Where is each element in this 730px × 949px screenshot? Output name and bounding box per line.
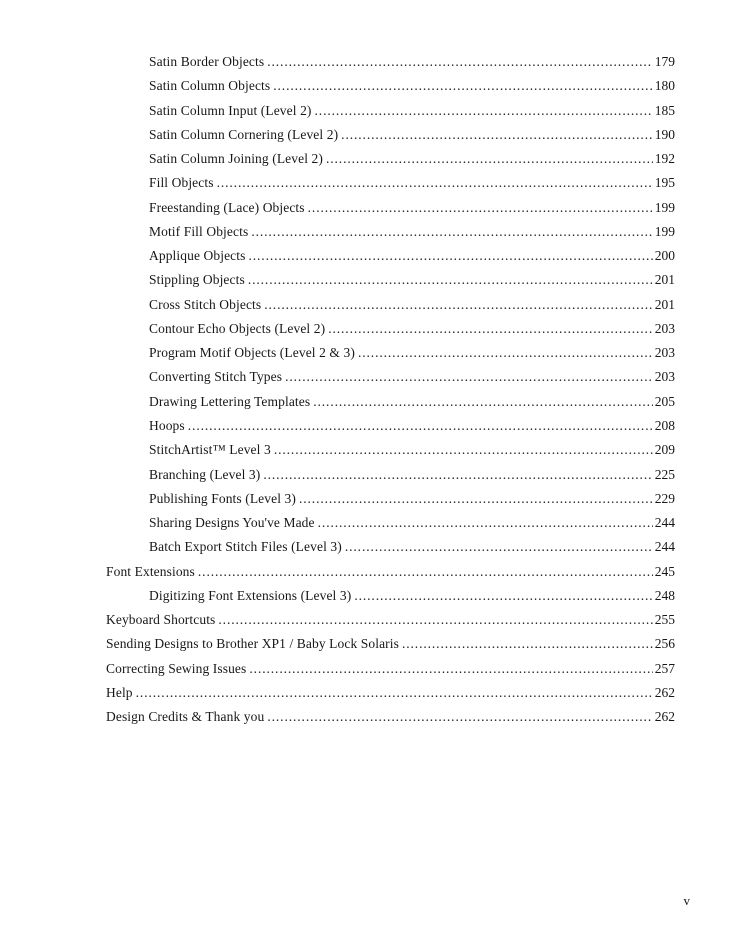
toc-entry[interactable] <box>106 99 675 123</box>
dot-leader <box>402 632 653 656</box>
toc-entry-page: 185 <box>654 102 675 118</box>
footer-page-number: v <box>683 893 690 908</box>
toc-entry-page: 244 <box>654 515 675 531</box>
dot-leader <box>299 487 653 511</box>
dot-leader <box>267 50 653 74</box>
toc-entry-label: Satin Column Joining (Level 2) <box>149 151 323 167</box>
toc-entry-label: Branching (Level 3) <box>149 466 261 482</box>
toc-entry[interactable] <box>106 50 675 74</box>
dot-leader <box>249 657 652 681</box>
dot-leader <box>267 705 652 729</box>
toc-entry[interactable] <box>106 123 675 147</box>
toc-entry-page: 201 <box>654 272 675 288</box>
toc-entry[interactable] <box>106 365 675 389</box>
dot-leader <box>318 511 653 535</box>
toc-entry-label: Drawing Lettering Templates <box>149 393 311 409</box>
toc-entry-label: Satin Column Cornering (Level 2) <box>149 126 339 142</box>
toc-entry[interactable] <box>106 390 675 414</box>
toc-entry-page: 199 <box>654 223 675 239</box>
toc-entry-label: Sharing Designs You've Made <box>149 515 315 531</box>
toc-entry-label: Sending Designs to Brother XP1 / Baby Lock Solaris <box>106 636 399 652</box>
dot-leader <box>251 220 652 244</box>
toc-entry[interactable] <box>106 196 675 220</box>
toc-entry[interactable] <box>106 414 675 438</box>
toc-entry[interactable] <box>106 511 675 535</box>
dot-leader <box>273 74 653 98</box>
toc-entry-label: Keyboard Shortcuts <box>106 612 216 628</box>
toc-entry-page: 203 <box>654 320 675 336</box>
toc-entry-label: Applique Objects <box>149 248 246 264</box>
toc-entry[interactable] <box>106 438 675 462</box>
toc-entry-page: 255 <box>654 612 675 628</box>
toc-entry-label: Converting Stitch Types <box>149 369 283 385</box>
toc-entry-page: 262 <box>654 684 675 700</box>
toc-entry-label: Batch Export Stitch Files (Level 3) <box>149 539 342 555</box>
toc-entry-label: Design Credits & Thank you <box>106 709 265 725</box>
dot-leader <box>217 171 653 195</box>
toc-entry-page: 244 <box>654 539 675 555</box>
toc-entry-label: Fill Objects <box>149 175 214 191</box>
toc-entry[interactable] <box>106 657 675 681</box>
dot-leader <box>218 608 652 632</box>
toc-entry[interactable] <box>106 74 675 98</box>
toc-entry-label: Hoops <box>149 417 185 433</box>
toc-entry-label: Program Motif Objects (Level 2 & 3) <box>149 345 355 361</box>
toc-entry-label: Help <box>106 684 133 700</box>
toc-entry[interactable] <box>106 705 675 729</box>
toc-entry[interactable] <box>106 268 675 292</box>
dot-leader <box>264 293 653 317</box>
toc-entry[interactable] <box>106 487 675 511</box>
dot-leader <box>358 341 653 365</box>
toc-entry-page: 257 <box>654 660 675 676</box>
toc-entry-page: 195 <box>654 175 675 191</box>
toc-entry[interactable] <box>106 341 675 365</box>
dot-leader <box>198 560 653 584</box>
dot-leader <box>354 584 652 608</box>
toc-entry[interactable] <box>106 584 675 608</box>
toc-entry-label: Satin Column Input (Level 2) <box>149 102 312 118</box>
table-of-contents <box>106 50 675 729</box>
dot-leader <box>326 147 653 171</box>
dot-leader <box>313 390 653 414</box>
toc-entry-page: 245 <box>654 563 675 579</box>
dot-leader <box>248 268 653 292</box>
toc-entry-label: Cross Stitch Objects <box>149 296 262 312</box>
toc-entry[interactable] <box>106 293 675 317</box>
toc-entry-page: 179 <box>654 54 675 69</box>
toc-entry-label: Font Extensions <box>106 563 195 579</box>
toc-entry-label: Correcting Sewing Issues <box>106 660 247 676</box>
dot-leader <box>274 438 653 462</box>
toc-entry-label: Motif Fill Objects <box>149 223 249 239</box>
toc-entry[interactable] <box>106 220 675 244</box>
toc-entry-page: 229 <box>654 490 675 506</box>
toc-entry[interactable] <box>106 608 675 632</box>
toc-entry-page: 203 <box>654 369 675 385</box>
toc-entry-label: Satin Column Objects <box>149 78 271 94</box>
toc-entry[interactable] <box>106 463 675 487</box>
toc-entry[interactable] <box>106 244 675 268</box>
toc-entry-label: Publishing Fonts (Level 3) <box>149 490 296 506</box>
dot-leader <box>285 365 653 389</box>
toc-entry[interactable] <box>106 317 675 341</box>
dot-leader <box>308 196 653 220</box>
toc-entry-page: 262 <box>654 709 675 725</box>
toc-entry-page: 190 <box>654 126 675 142</box>
toc-entry-page: 192 <box>654 151 675 167</box>
toc-entry-label: Satin Border Objects <box>149 54 265 69</box>
dot-leader <box>263 463 652 487</box>
toc-entry-label: Contour Echo Objects (Level 2) <box>149 320 326 336</box>
dot-leader <box>328 317 653 341</box>
toc-entry[interactable] <box>106 171 675 195</box>
toc-entry-page: 209 <box>654 442 675 458</box>
dot-leader <box>136 681 653 705</box>
toc-entry-page: 200 <box>654 248 675 264</box>
toc-entry[interactable] <box>106 632 675 656</box>
toc-entry-label: Stippling Objects <box>149 272 245 288</box>
toc-entry[interactable] <box>106 681 675 705</box>
toc-entry-page: 208 <box>654 417 675 433</box>
dot-leader <box>315 99 653 123</box>
toc-entry-label: StitchArtist™ Level 3 <box>149 442 271 458</box>
dot-leader <box>341 123 653 147</box>
dot-leader <box>248 244 652 268</box>
toc-entry-page: 201 <box>654 296 675 312</box>
toc-entry-label: Freestanding (Lace) Objects <box>149 199 305 215</box>
toc-entry-page: 256 <box>654 636 675 652</box>
toc-entry[interactable] <box>106 560 675 584</box>
dot-leader <box>345 535 653 559</box>
toc-entry[interactable] <box>106 147 675 171</box>
dot-leader <box>188 414 653 438</box>
toc-entry-page: 199 <box>654 199 675 215</box>
toc-entry[interactable] <box>106 535 675 559</box>
toc-entry-page: 205 <box>654 393 675 409</box>
toc-entry-label: Digitizing Font Extensions (Level 3) <box>149 587 352 603</box>
toc-entry-page: 248 <box>654 587 675 603</box>
toc-entry-page: 203 <box>654 345 675 361</box>
toc-entry-page: 180 <box>654 78 675 94</box>
toc-entry-page: 225 <box>654 466 675 482</box>
